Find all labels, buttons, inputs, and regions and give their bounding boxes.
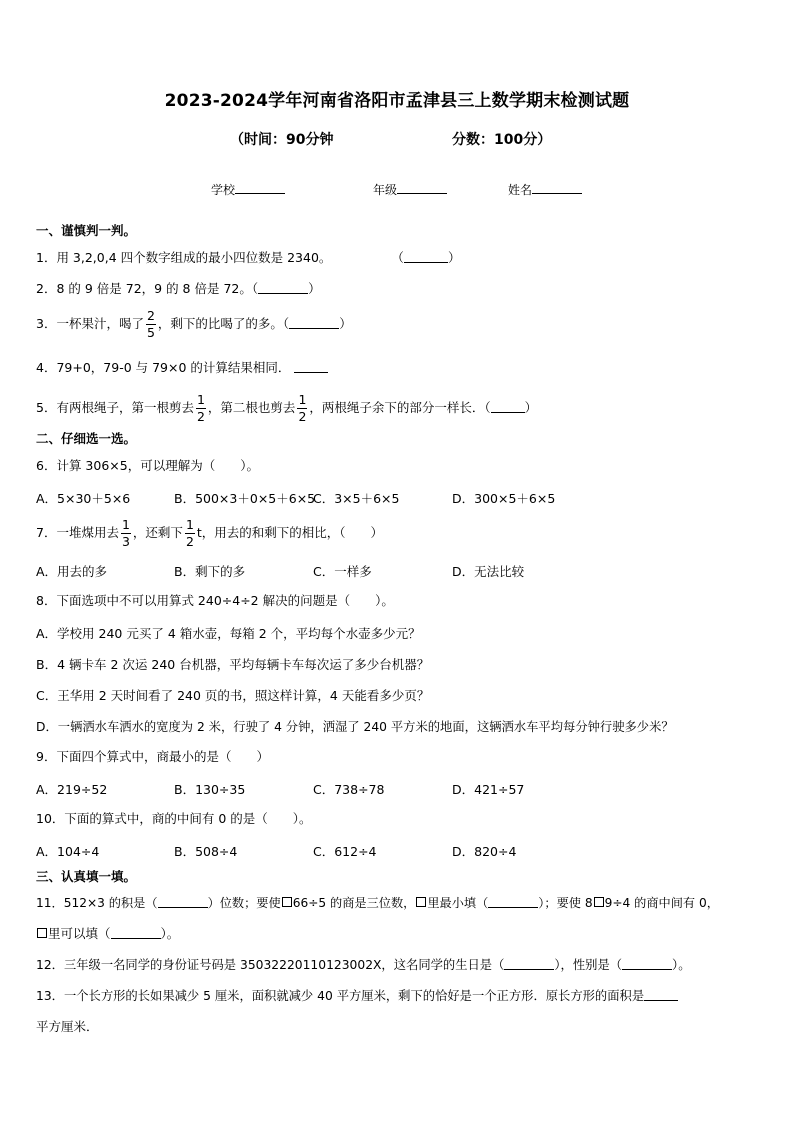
q6-option-c[interactable]: C．3×5＋6×5 bbox=[313, 491, 400, 506]
question-2: 2．8 的 9 倍是 72，9 的 8 倍是 72。（ ） bbox=[36, 281, 321, 296]
answer-blank[interactable] bbox=[491, 400, 525, 413]
q9-option-a[interactable]: A．219÷52 bbox=[36, 782, 108, 797]
exam-title: 2023-2024学年河南省洛阳市孟津县三上数学期末检测试题 bbox=[164, 91, 630, 111]
question-3: 3．一杯果汁，喝了 $\frac{2}{5}$ ，剩下的比喝了的多。（ ） bbox=[36, 307, 352, 340]
answer-blank[interactable] bbox=[644, 988, 678, 1001]
fraction: $\frac{1}{2}$ bbox=[196, 391, 205, 424]
q10-option-b[interactable]: B．508÷4 bbox=[174, 844, 238, 859]
q7-option-d[interactable]: D．无法比较 bbox=[452, 564, 525, 579]
answer-blank[interactable] bbox=[504, 957, 554, 970]
answer-blank[interactable] bbox=[111, 926, 161, 939]
answer-blank[interactable] bbox=[294, 360, 328, 373]
fraction: $\frac{2}{5}$ bbox=[146, 307, 155, 340]
q7-option-a[interactable]: A．用去的多 bbox=[36, 564, 108, 579]
question-10: 10．下面的算式中，商的中间有 0 的是（ ）。 bbox=[36, 811, 312, 826]
grade-blank[interactable] bbox=[397, 181, 447, 194]
question-4: 4．79+0，79-0 与 79×0 的计算结果相同． bbox=[36, 358, 328, 378]
question-8: 8．下面选项中不可以用算式 240÷4÷2 解决的问题是（ ）。 bbox=[36, 593, 394, 608]
fraction: $\frac{1}{2}$ bbox=[298, 391, 307, 424]
q8-option-d[interactable]: D．一辆洒水车洒水的宽度为 2 米，行驶了 4 分钟，洒湿了 240 平方米的地面，这辆洒水车平均每分钟行驶多少米？ bbox=[36, 720, 674, 734]
fraction: $\frac{1}{2}$ bbox=[185, 516, 194, 549]
name-blank[interactable] bbox=[532, 181, 582, 194]
answer-blank[interactable] bbox=[404, 250, 448, 263]
box-placeholder bbox=[37, 928, 47, 938]
answer-blank[interactable] bbox=[258, 281, 308, 294]
q8-option-c[interactable]: C．王华用 2 天时间看了 240 页的书，照这样计算，4 天能看多少页？ bbox=[36, 688, 430, 703]
answer-blank[interactable] bbox=[158, 895, 208, 908]
question-6: 6．计算 306×5，可以理解为（ ）。 bbox=[36, 458, 259, 473]
name-field bbox=[508, 181, 582, 198]
q9-option-c[interactable]: C．738÷78 bbox=[313, 782, 385, 797]
question-13: 13．一个长方形的长如果减少 5 厘米，面积就减少 40 平方厘米，剩下的恰好是一个正方形．原长方形的面积是 bbox=[36, 986, 678, 1006]
school-label: 学校 bbox=[211, 183, 236, 197]
school-field bbox=[211, 181, 285, 198]
section-1-heading: 一、谨慎判一判。 bbox=[36, 223, 137, 238]
q9-option-d[interactable]: D．421÷57 bbox=[452, 782, 525, 797]
grade-field bbox=[373, 181, 447, 198]
answer-blank[interactable] bbox=[622, 957, 672, 970]
grade-label: 年级 bbox=[373, 183, 398, 197]
name-label: 姓名 bbox=[508, 183, 533, 197]
q10-option-d[interactable]: D．820÷4 bbox=[452, 844, 517, 859]
question-13-line-2: 平方厘米． bbox=[36, 1019, 99, 1034]
box-placeholder bbox=[416, 897, 426, 907]
q7-option-c[interactable]: C．一样多 bbox=[313, 564, 372, 579]
q10-option-c[interactable]: C．612÷4 bbox=[313, 844, 377, 859]
box-placeholder bbox=[594, 897, 604, 907]
section-2-heading: 二、仔细选一选。 bbox=[36, 431, 137, 446]
q6-option-a[interactable]: A．5×30＋5×6 bbox=[36, 491, 131, 506]
answer-blank[interactable] bbox=[488, 895, 538, 908]
box-placeholder bbox=[282, 897, 292, 907]
question-9: 9．下面四个算式中，商最小的是（ ） bbox=[36, 749, 269, 764]
question-7: 7．一堆煤用去 $\frac{1}{3}$ ，还剩下 $\frac{1}{2}$ t，用去的和剩下的相比，（ ） bbox=[36, 516, 384, 549]
time-info: （时间：90分钟 bbox=[230, 132, 334, 148]
question-1: 1．用 3,2,0,4 四个数字组成的最小四位数是 2340。 （ ） bbox=[36, 250, 461, 265]
school-blank[interactable] bbox=[235, 181, 285, 194]
question-11: 11．512×3 的积是（ ）位数；要使 66÷5 的商是三位数， 里最小填（ ）；要使 8 9÷4 的商中间有 0， bbox=[36, 896, 719, 910]
q6-option-d[interactable]: D．300×5＋6×5 bbox=[452, 491, 556, 506]
q8-option-a[interactable]: A．学校用 240 元买了 4 箱水壶，每箱 2 个，平均每个水壶多少元？ bbox=[36, 626, 421, 641]
section-3-heading: 三、认真填一填。 bbox=[36, 869, 137, 884]
answer-blank[interactable] bbox=[289, 316, 339, 329]
question-5: 5．有两根绳子，第一根剪去 $\frac{1}{2}$ ，第二根也剪去 $\frac{1}{2}$ ，两根绳子余下的部分一样长．（ ） bbox=[36, 391, 538, 424]
q10-option-a[interactable]: A．104÷4 bbox=[36, 844, 100, 859]
question-12: 12．三年级一名同学的身份证号码是 35032220110123002X，这名同学的生日是（ ），性别是（ ）。 bbox=[36, 958, 691, 972]
q7-option-b[interactable]: B．剩下的多 bbox=[174, 564, 246, 579]
q8-option-b[interactable]: B．4 辆卡车 2 次运 240 台机器，平均每辆卡车每次运了多少台机器？ bbox=[36, 657, 430, 672]
q6-option-b[interactable]: B．500×3＋0×5＋6×5 bbox=[174, 491, 316, 506]
q9-option-b[interactable]: B．130÷35 bbox=[174, 782, 246, 797]
question-11-line-2: 里可以填（ ）。 bbox=[36, 924, 179, 944]
fraction: $\frac{1}{3}$ bbox=[121, 516, 130, 549]
score-info: 分数：100分） bbox=[452, 132, 552, 148]
